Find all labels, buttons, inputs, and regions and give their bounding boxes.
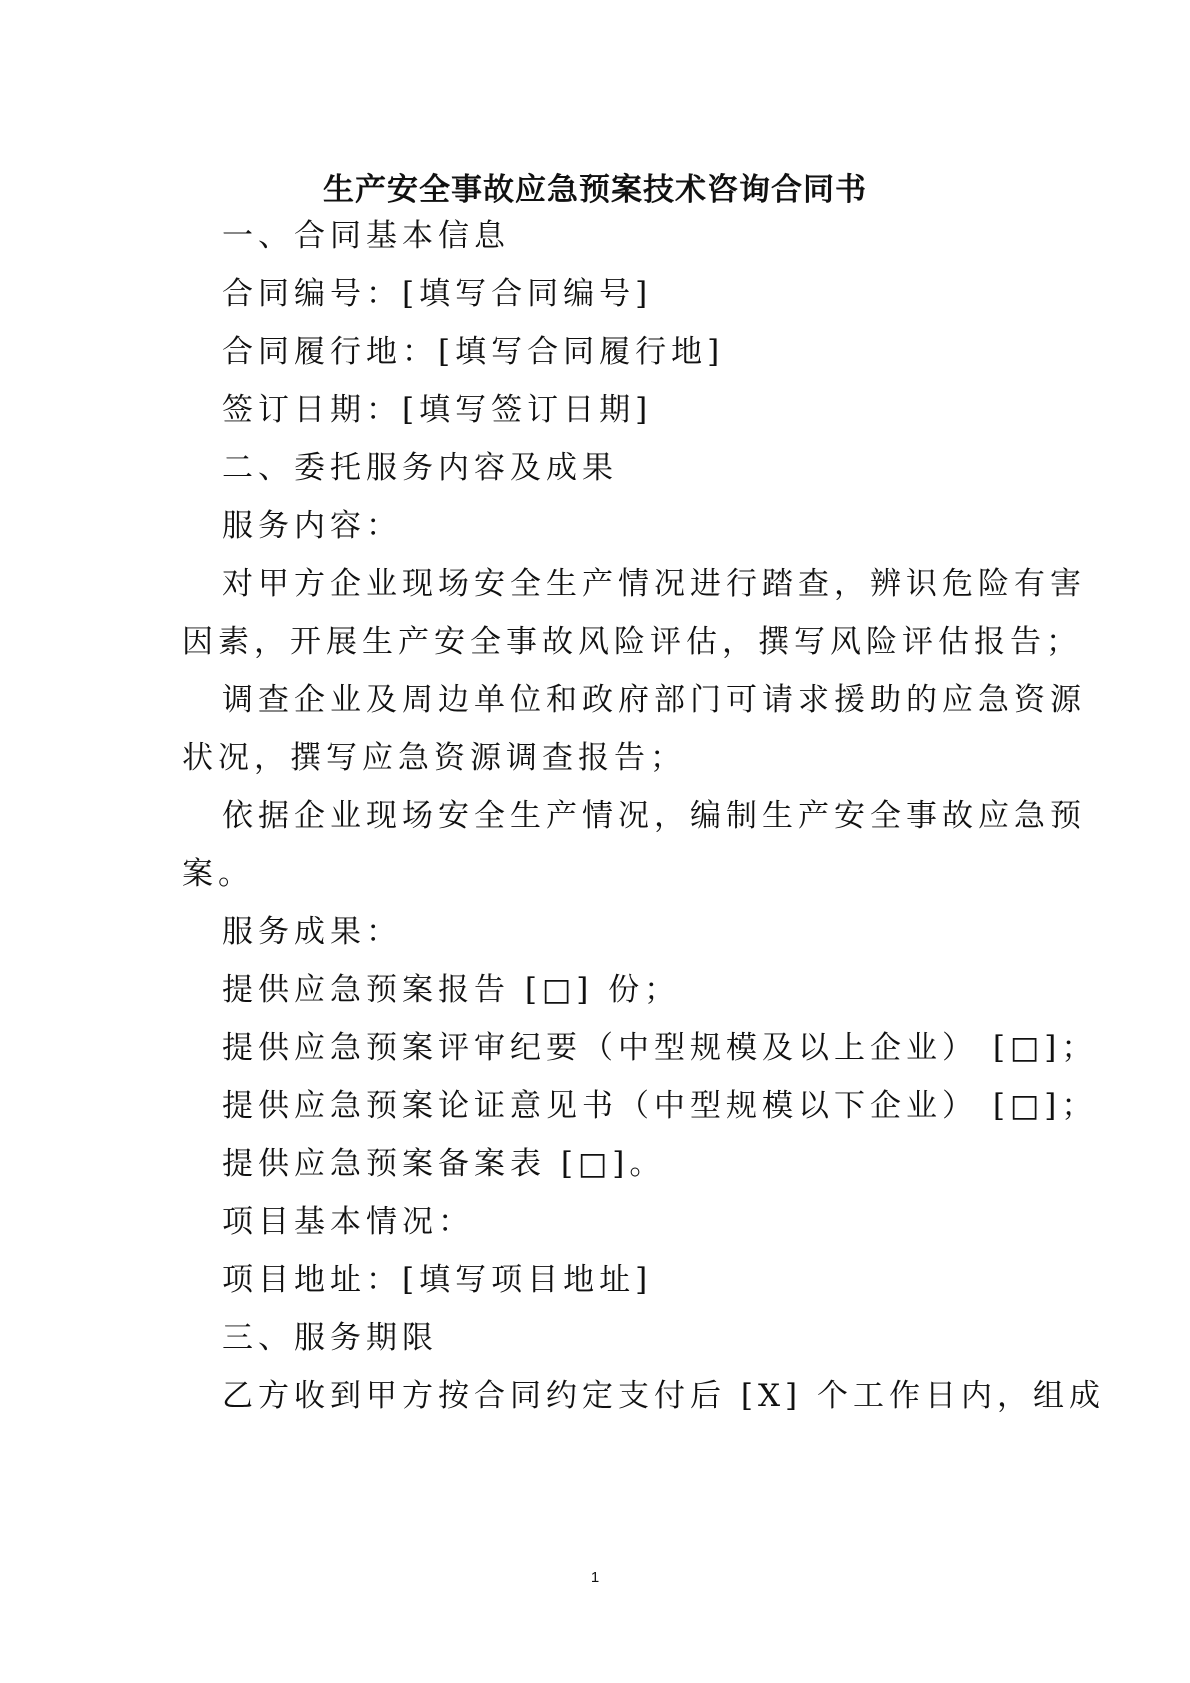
paragraph-line: 状况，撰写应急资源调查报告； bbox=[182, 740, 686, 776]
section-heading-basic-info: 一、合同基本信息 bbox=[222, 218, 510, 254]
paragraph-line: 调查企业及周边单位和政府部门可请求援助的应急资源 bbox=[222, 682, 1086, 718]
page-number: 1 bbox=[590, 1569, 600, 1586]
deliverable-item: 提供应急预案评审纪要（中型规模及以上企业） [□]； bbox=[222, 1030, 1098, 1066]
contract-number-field: 合同编号：[填写合同编号] bbox=[222, 276, 653, 312]
paragraph-line: 因素，开展生产安全事故风险评估，撰写风险评估报告； bbox=[182, 624, 1082, 660]
deliverable-item: 提供应急预案备案表 [□]。 bbox=[222, 1146, 666, 1182]
project-address-field: 项目地址：[填写项目地址] bbox=[222, 1262, 653, 1298]
service-content-label: 服务内容： bbox=[222, 508, 402, 544]
deliverable-item: 提供应急预案报告 [□] 份； bbox=[222, 972, 681, 1008]
section-heading-service-content: 二、委托服务内容及成果 bbox=[222, 450, 618, 486]
project-info-label: 项目基本情况： bbox=[222, 1204, 474, 1240]
service-results-label: 服务成果： bbox=[222, 914, 402, 950]
contract-location-field: 合同履行地：[填写合同履行地] bbox=[222, 334, 725, 370]
signing-date-field: 签订日期：[填写签订日期] bbox=[222, 392, 653, 428]
paragraph-line: 依据企业现场安全生产情况，编制生产安全事故应急预 bbox=[222, 798, 1086, 834]
deliverable-item: 提供应急预案论证意见书（中型规模以下企业） [□]； bbox=[222, 1088, 1098, 1124]
section-heading-service-period: 三、服务期限 bbox=[222, 1320, 438, 1356]
paragraph-line: 乙方收到甲方按合同约定支付后 [X] 个工作日内，组成 bbox=[222, 1378, 1105, 1414]
document-title: 生产安全事故应急预案技术咨询合同书 bbox=[323, 172, 867, 208]
paragraph-line: 案。 bbox=[182, 856, 254, 892]
paragraph-line: 对甲方企业现场安全生产情况进行踏查，辨识危险有害 bbox=[222, 566, 1086, 602]
